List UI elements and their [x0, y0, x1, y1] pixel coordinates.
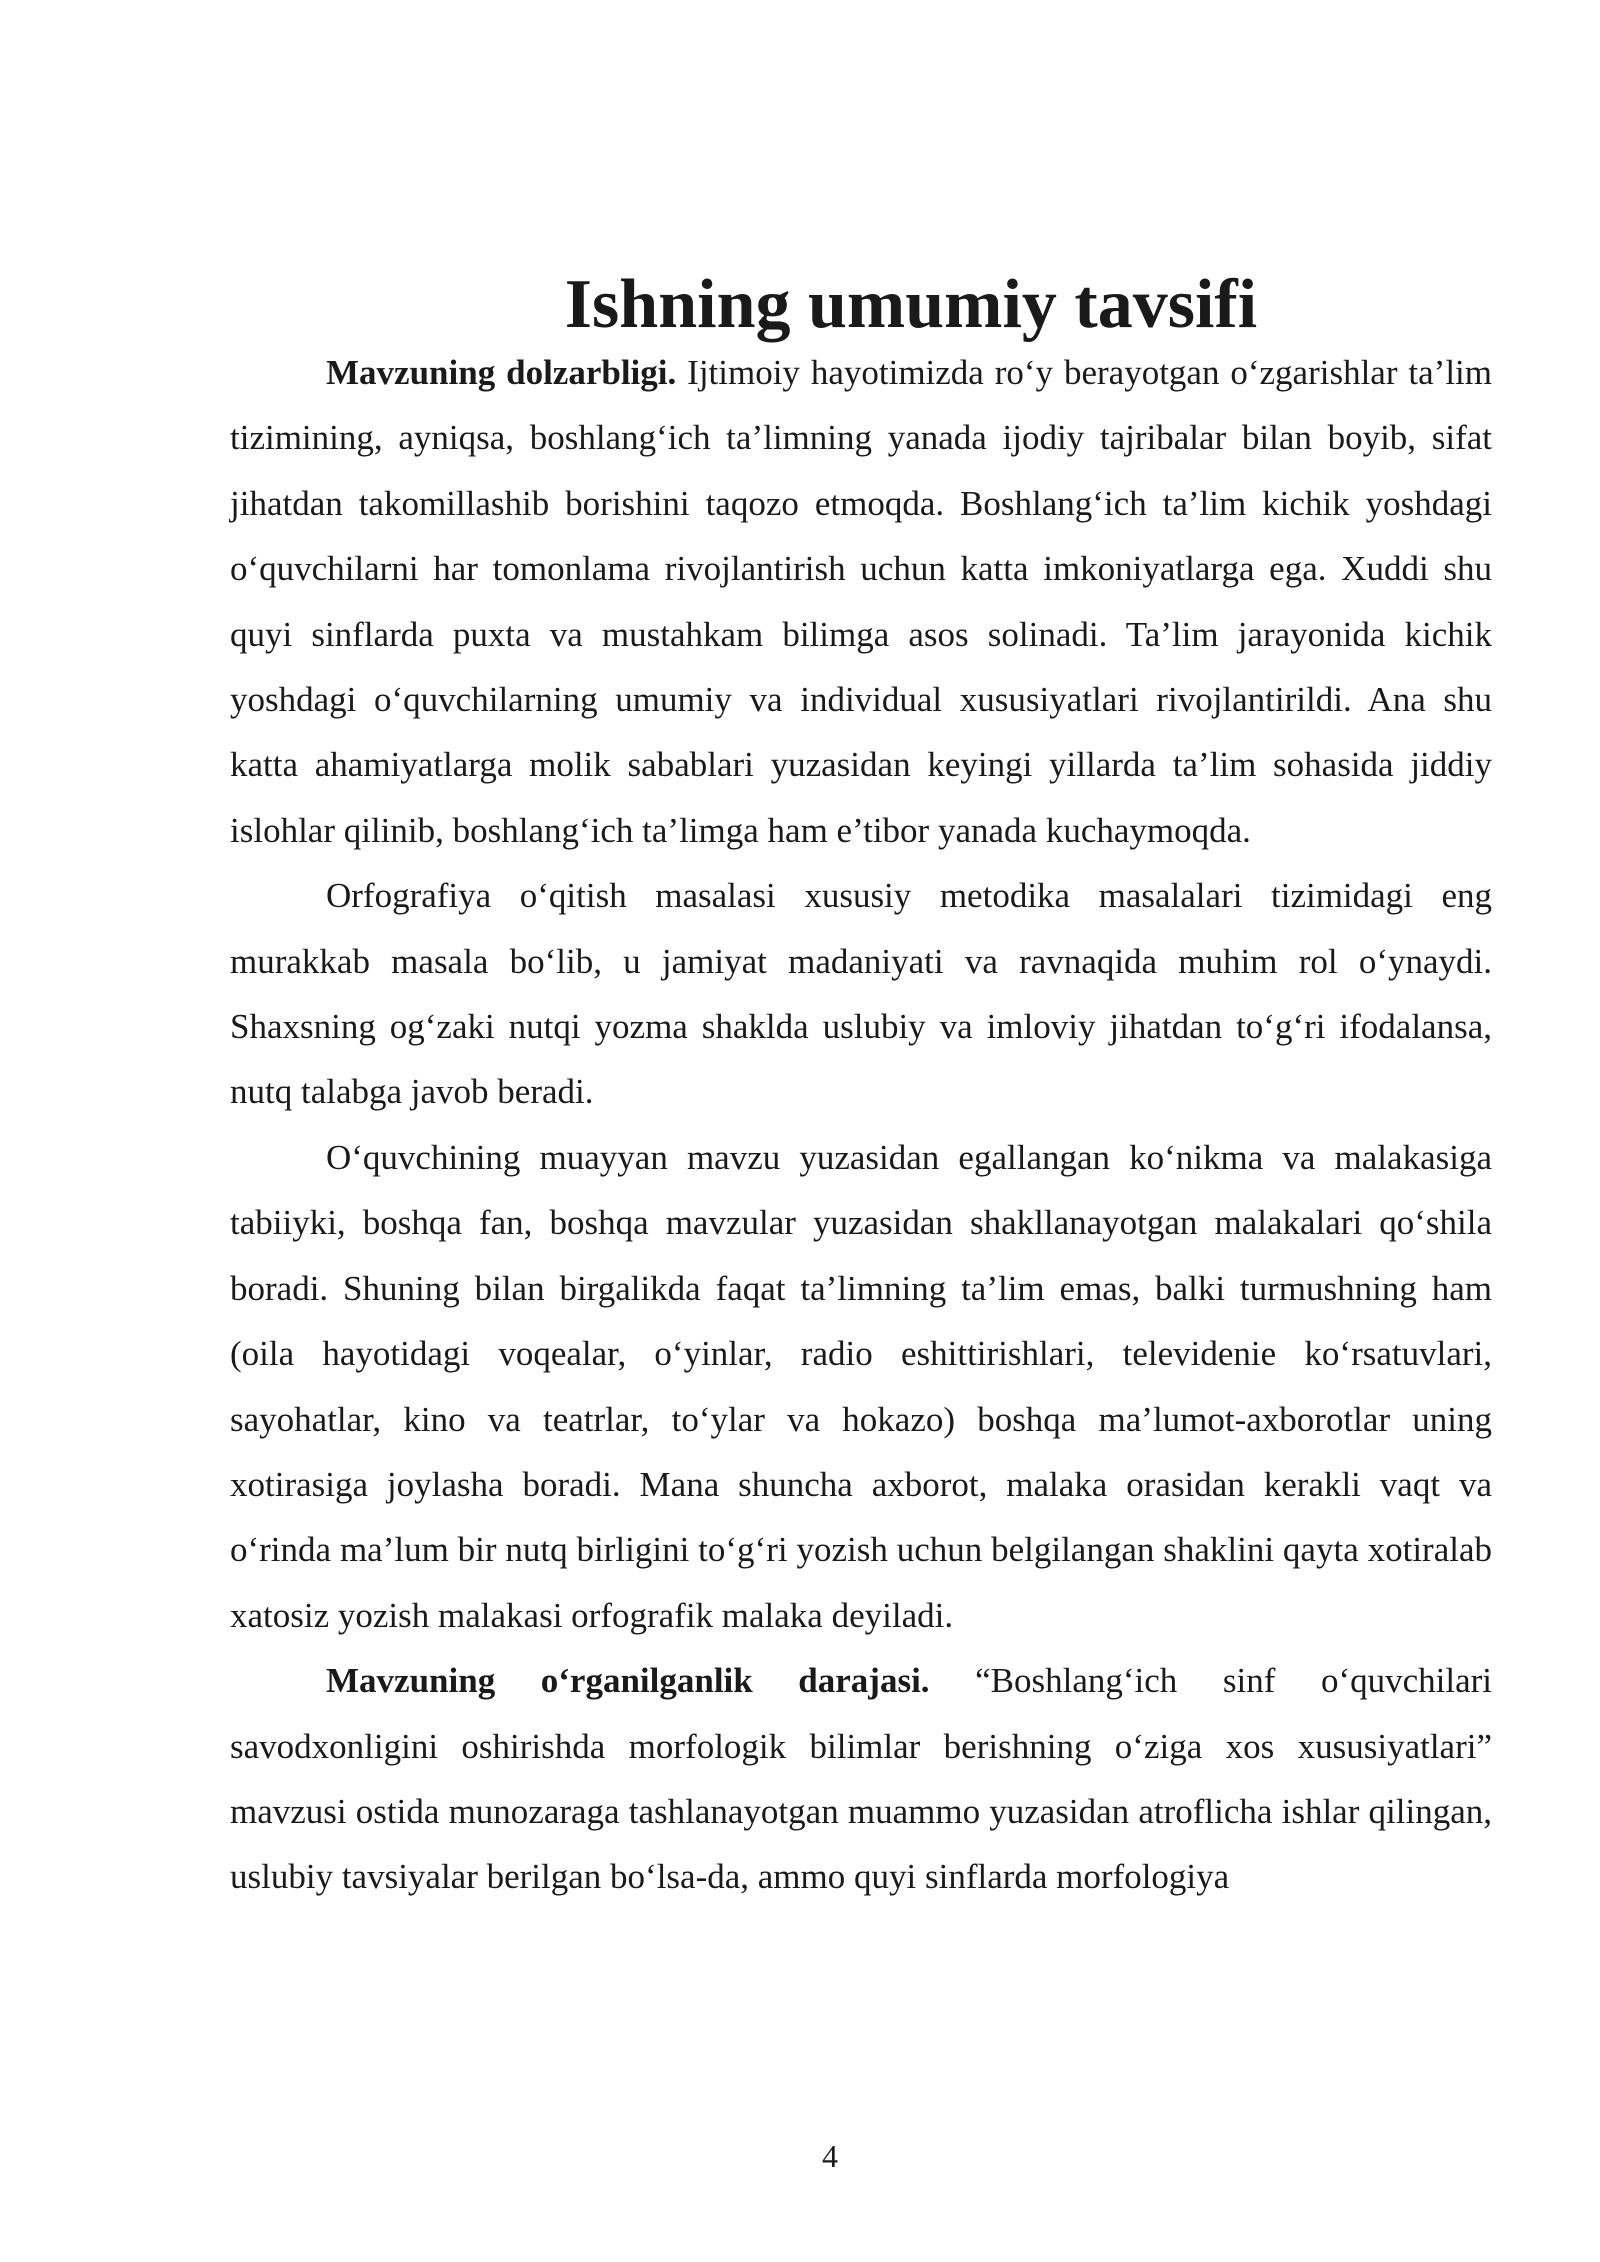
paragraph-text: “Boshlang‘ich sinf o‘quvchilari savodxonligini oshirishda morfologik bilimlar berishning o‘ziga xos xususiyatlari” mavzusi ostida munozaraga tashlanayotgan muammo yuzasidan atroflicha ishlar qilingan, uslubiy tavsiyalar berilgan bo‘lsa-da, ammo quyi sinflarda morfologiya: [230, 1661, 1492, 1897]
paragraph-relevance: [230, 340, 1492, 863]
paragraph-text: Ijtimoiy hayotimizda ro‘y berayotgan o‘zgarishlar ta’lim tizimining, ayniqsa, boshlang‘ich ta’limning yanada ijodiy tajribalar bilan boyib, sifat jihatdan takomillashib borishini taqozo etmoqda. Boshlang‘ich ta’lim kichik yoshdagi o‘quvchilarni har tomonlama rivojlantirish uchun katta imkoniyatlarga ega. Xuddi shu quyi sinflarda puxta va mustahkam bilimga asos solinadi. Ta’lim jarayonida kichik yoshdagi o‘quvchilarning umumiy va individual xususiyatlari rivojlantirildi. Ana shu katta ahamiyatlarga molik sabablari yuzasidan keyingi yillarda ta’lim sohasida jiddiy islohlar qilinib, boshlang‘ich ta’limga ham e’tibor yanada kuchaymoqda.: [230, 353, 1492, 850]
page-body: [230, 266, 1492, 1910]
paragraph-lead: Mavzuning o‘rganilganlik darajasi.: [326, 1661, 930, 1701]
paragraph-text: O‘quvchining muayyan mavzu yuzasidan egallangan ko‘nikma va malakasiga tabiiyki, boshqa fan, boshqa mavzular yuzasidan shakllanayotgan malakalari qo‘shila boradi. Shuning bilan birgalikda faqat ta’limning ta’lim emas, balki turmushning ham (oila hayotidagi voqealar, o‘yinlar, radio eshittirishlari, televidenie ko‘rsatuvlari, sayohatlar, kino va teatrlar, to‘ylar va hokazo) boshqa ma’lumot-axborotlar uning xotirasiga joylasha boradi. Mana shuncha axborot, malaka orasidan kerakli vaqt va o‘rinda ma’lum bir nutq birligini to‘g‘ri yozish uchun belgilangan shaklini qayta xotiralab xatosiz yozish malakasi orfografik malaka deyiladi.: [230, 1137, 1492, 1635]
paragraph-skills: [230, 1125, 1492, 1648]
paragraph-orthography: [230, 863, 1492, 1125]
page-number: 4: [822, 2138, 838, 2174]
page-title: Ishning umumiy tavsifi: [564, 266, 1258, 343]
paragraph-research-level: [230, 1648, 1492, 1910]
paragraph-text: Orfografiya o‘qitish masalasi xususiy metodika masalalari tizimidagi eng murakkab masala bo‘lib, u jamiyat madaniyati va ravnaqida muhim rol o‘ynaydi. Shaxsning og‘zaki nutqi yozma shaklda uslubiy va imloviy jihatdan to‘g‘ri ifodalansa, nutq talabga javob beradi.: [230, 876, 1492, 1112]
paragraph-lead: Mavzuning dolzarbligi.: [326, 353, 677, 392]
